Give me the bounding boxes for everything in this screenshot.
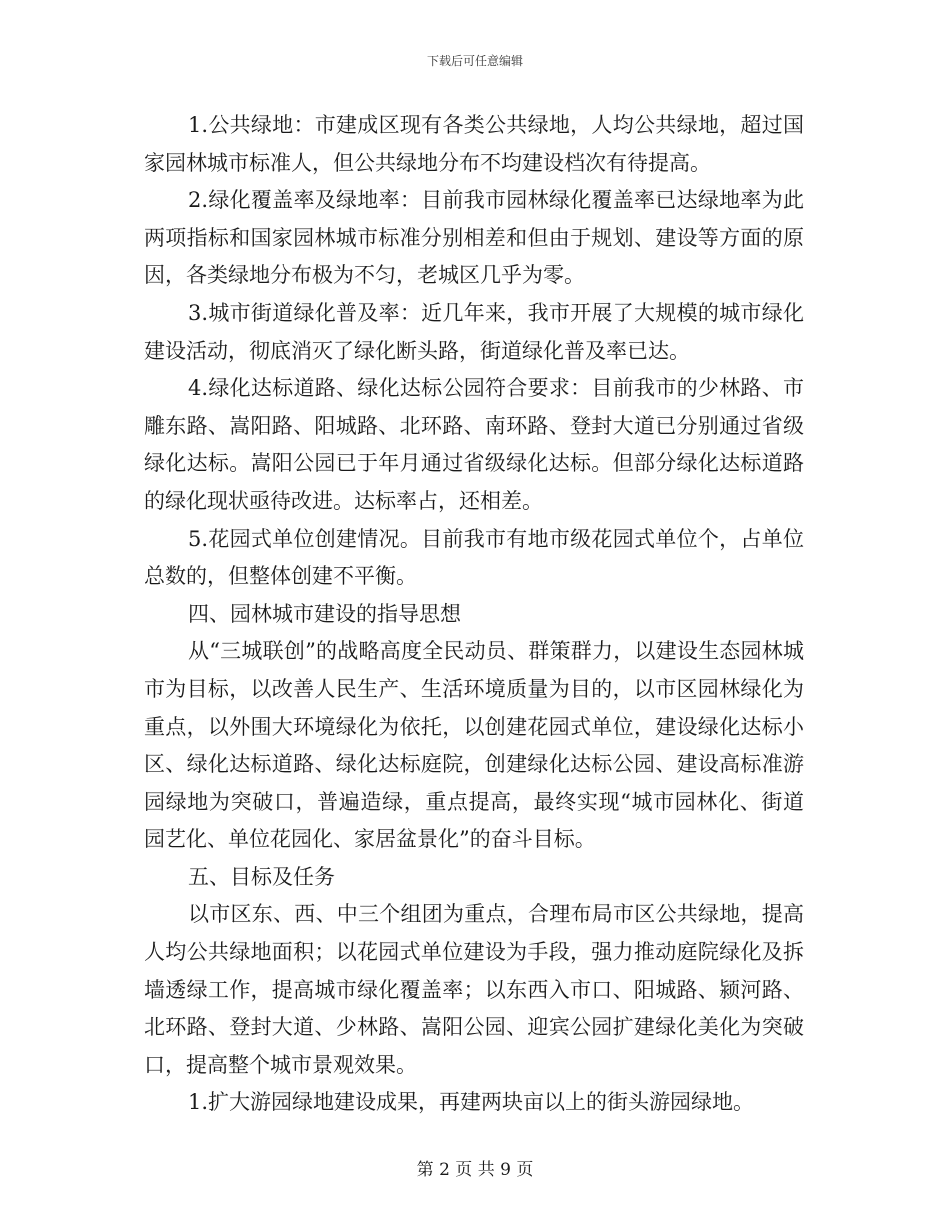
paragraph-goals-tasks: 以市区东、西、中三个组团为重点，合理布局市区公共绿地，提高人均公共绿地面积；以花园式单位建设为手段，强力推动庭院绿化及拆墙透绿工作，提高城市绿化覆盖率；以东西入市口、阳城路、颍河路、北环路、登封大道、少林路、嵩阳公园、迎宾公园扩建绿化美化为突破口，提高整个城市景观效果。 — [144, 902, 804, 1077]
document-body — [144, 107, 804, 1122]
section-heading-guiding-ideology: 四、园林城市建设的指导思想 — [188, 601, 461, 626]
page-number: 第 2 页 共 9 页 — [416, 1160, 534, 1180]
paragraph-public-green-space: 1.公共绿地：市建成区现有各类公共绿地，人均公共绿地，超过国家园林城市标准人，但公共绿地分布不均建设档次有待提高。 — [144, 113, 804, 175]
paragraph-guiding-ideology: 从“三城联创”的战略高度全民动员、群策群力，以建设生态园林城市为目标，以改善人民生产、生活环境质量为目的，以市区园林绿化为重点，以外围大环境绿化为依托，以创建花园式单位，建设绿化达标小区、绿化达标道路、绿化达标庭院，创建绿化达标公园、建设高标准游园绿地为突破口，普遍造绿，重点提高，最终实现“城市园林化、街道园艺化、单位花园化、家居盆景化”的奋斗目标。 — [144, 639, 804, 852]
section-heading-goals-tasks: 五、目标及任务 — [188, 864, 335, 889]
paragraph-task-1: 1.扩大游园绿地建设成果，再建两块亩以上的街头游园绿地。 — [188, 1090, 755, 1115]
page-header: 下载后可任意编辑 — [426, 54, 523, 68]
paragraph-green-coverage-rate: 2.绿化覆盖率及绿地率：目前我市园林绿化覆盖率已达绿地率为此两项指标和国家园林城市标准分别相差和但由于规划、建设等方面的原因，各类绿地分布极为不匀，老城区几乎为零。 — [144, 188, 804, 288]
paragraph-street-greening: 3.城市街道绿化普及率：近几年来，我市开展了大规模的城市绿化建设活动，彻底消灭了绿化断头路，街道绿化普及率已达。 — [144, 300, 804, 363]
paragraph-standard-roads-parks: 4.绿化达标道路、绿化达标公园符合要求：目前我市的少林路、市雕东路、嵩阳路、阳城路、北环路、南环路、登封大道已分别通过省级绿化达标。嵩阳公园已于年月通过省级绿化达标。但部分绿化达标道路的绿化现状亟待改进。达标率占，还相差。 — [144, 376, 804, 513]
paragraph-garden-units: 5.花园式单位创建情况。目前我市有地市级花园式单位个，占单位总数的，但整体创建不平衡。 — [144, 526, 804, 589]
